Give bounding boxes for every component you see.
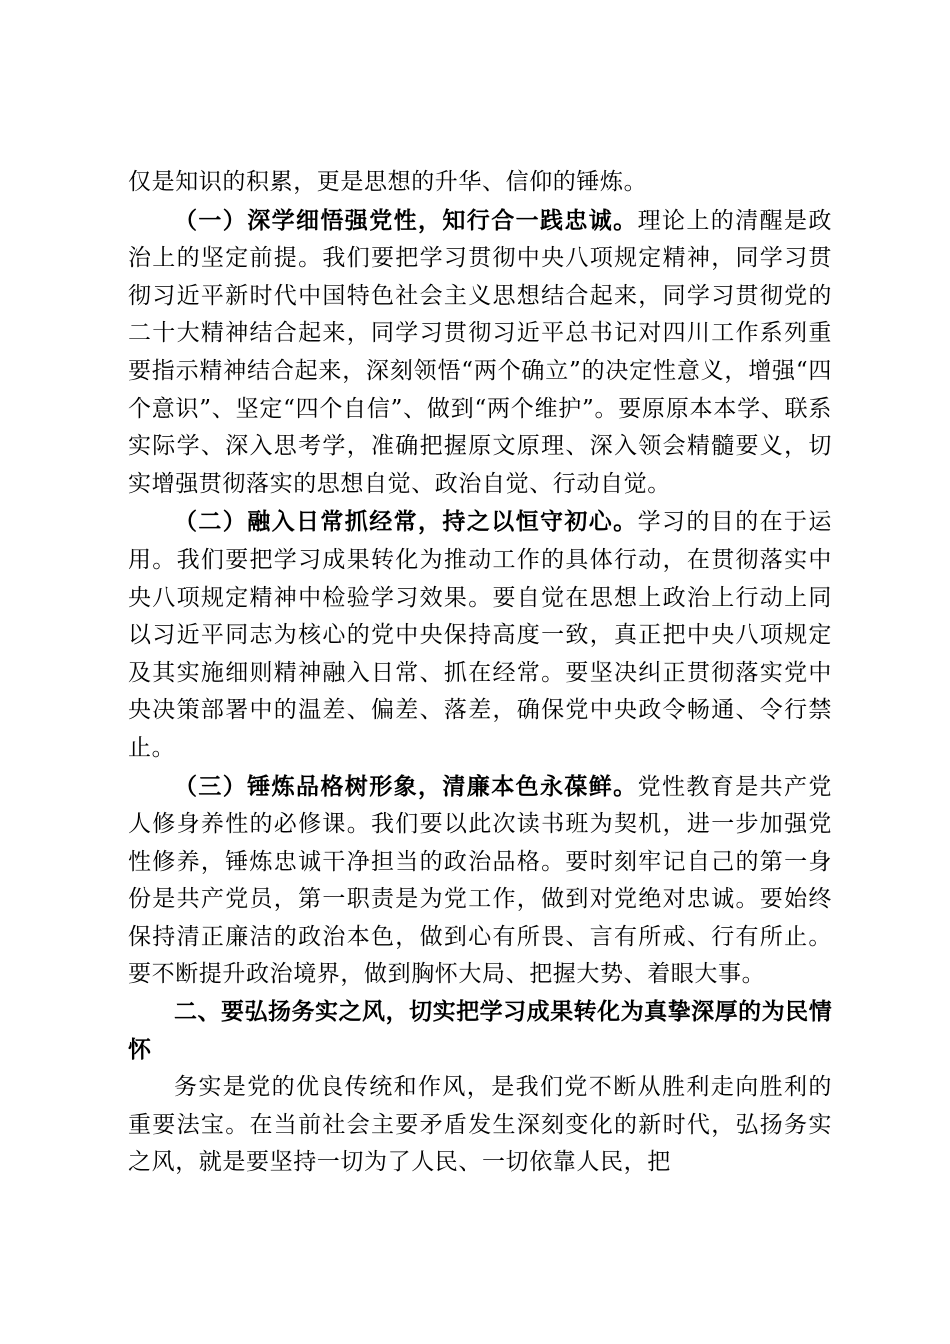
subsection-paragraph-3 [128, 768, 832, 995]
document-page [128, 164, 832, 1182]
section-heading: 二、要弘扬务实之风，切实把学习成果转化为真挚深厚的为民情怀 [128, 999, 832, 1063]
continued-paragraph [128, 164, 832, 202]
paragraph-text: 党性教育是共产党人修身养性的必修课。我们要以此次读书班为契机，进一步加强党性修养，锤炼忠诚干净担当的政治品格。要时刻牢记自己的第一身份是共产党员，第一职责是为党工作，做到对党绝对忠诚。要始终保持清正廉洁的政治本色，做到心有所畏、言有所戒、行有所止。要不断提升政治境界，做到胸怀大局、把握大势、着眼大事。 [128, 773, 832, 988]
paragraph-text: 学习的目的在于运用。我们要把学习成果转化为推动工作的具体行动，在贯彻落实中央八项规定精神中检验学习效果。要自觉在思想上政治上行动上同以习近平同志为核心的党中央保持高度一致，真正把中央八项规定及其实施细则精神融入日常、抓在经常。要坚决纠正贯彻落实党中央决策部署中的温差、偏差、落差，确保党中央政令畅通、令行禁止。 [128, 509, 832, 761]
paragraph-text: 仅是知识的积累，更是思想的升华、信仰的锤炼。 [128, 169, 648, 195]
closing-paragraph: 务实是党的优良传统和作风，是我们党不断从胜利走向胜利的重要法宝。在当前社会主要矛盾发生深刻变化的新时代，弘扬务实之风，就是要坚持一切为了人民、一切依靠人民，把 [128, 1074, 832, 1176]
subsection-lead-1: （一）深学细悟强党性，知行合一践忠诚。 [174, 206, 638, 234]
subsection-paragraph-1 [128, 202, 832, 504]
subsection-lead-2: （二）融入日常抓经常，持之以恒守初心。 [174, 508, 638, 536]
subsection-paragraph-2 [128, 503, 832, 767]
paragraph-text: 理论上的清醒是政治上的坚定前提。我们要把学习贯彻中央八项规定精神，同学习贯彻习近平新时代中国特色社会主义思想结合起来，同学习贯彻党的二十大精神结合起来，同学习贯彻习近平总书记对四川工作系列重要指示精神结合起来，深刻领悟“两个确立”的决定性意义，增强“四个意识”、坚定“四个自信”、做到“两个维护”。要原原本本学、联系实际学、深入思考学，准确把握原文原理、深入领会精髓要义，切实增强贯彻落实的思想自觉、政治自觉、行动自觉。 [128, 207, 832, 497]
subsection-lead-3: （三）锤炼品格树形象，清廉本色永葆鲜。 [174, 772, 638, 800]
